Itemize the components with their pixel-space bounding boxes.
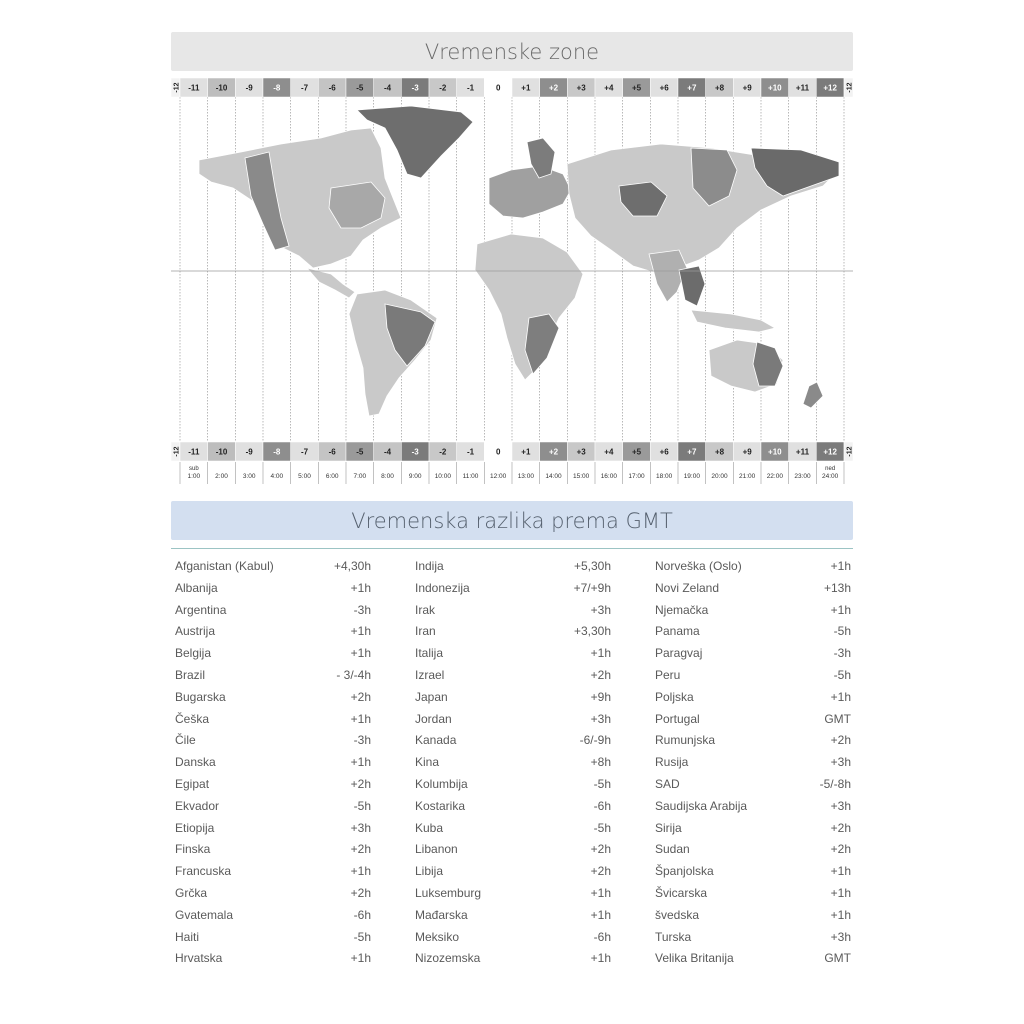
country-name: Čile <box>175 733 196 748</box>
country-row <box>175 927 371 949</box>
country-name: Kostarika <box>415 798 466 813</box>
country-name: Mađarska <box>415 907 468 922</box>
country-row <box>655 643 851 665</box>
country-name: Iran <box>415 624 436 639</box>
time-label: 23:00 <box>794 473 811 480</box>
gmt-offset: +3h <box>590 602 611 617</box>
gmt-offset: +1h <box>350 646 371 661</box>
country-name: Indonezija <box>415 580 470 595</box>
gmt-offset: -3h <box>353 602 371 617</box>
country-row <box>655 600 851 622</box>
gmt-column-2 <box>415 556 611 970</box>
zone-bottom-label: +5 <box>631 447 642 457</box>
gmt-offset: -5h <box>593 820 611 835</box>
time-label: 9:00 <box>408 473 422 480</box>
gmt-column-3 <box>655 556 851 970</box>
zone-bottom-label: +11 <box>795 447 810 457</box>
time-label: 20:00 <box>711 473 728 480</box>
country-name: Gvatemala <box>175 907 234 922</box>
gmt-offset: -3h <box>833 646 851 661</box>
country-name: Kuba <box>415 820 444 835</box>
country-name: Irak <box>415 602 436 617</box>
time-label: 8:00 <box>381 473 394 480</box>
gmt-offset: GMT <box>824 711 851 726</box>
zone-top-label: -5 <box>356 83 364 93</box>
country-name: Austrija <box>175 624 216 639</box>
gmt-offset: -3h <box>353 733 371 748</box>
gmt-offset: +1h <box>590 646 611 661</box>
country-row <box>175 796 371 818</box>
zone-bottom-label: +10 <box>768 447 782 457</box>
country-row <box>175 839 371 861</box>
country-row <box>415 774 611 796</box>
time-label: 4:00 <box>270 473 284 480</box>
zone-top-label: +9 <box>742 83 752 93</box>
country-row <box>655 578 851 600</box>
country-name: Libanon <box>415 842 458 857</box>
zone-bottom-label: +7 <box>687 447 697 457</box>
zone-top-label: -1 <box>466 83 475 93</box>
new-zealand-shape <box>803 382 823 408</box>
zone-top-label: +2 <box>548 83 559 93</box>
gmt-offset: -5h <box>353 798 371 813</box>
country-row <box>175 709 371 731</box>
country-name: Albanija <box>175 580 218 595</box>
zone-bottom-label: -12 <box>173 446 181 457</box>
country-row <box>655 948 851 970</box>
gmt-offset: -6h <box>353 907 371 922</box>
country-name: Argentina <box>175 602 227 617</box>
country-row <box>175 730 371 752</box>
country-row <box>655 796 851 818</box>
time-label: 7:00 <box>353 473 367 480</box>
gmt-offset: - 3/-4h <box>336 667 371 682</box>
time-label: 17:00 <box>628 473 645 480</box>
gmt-offset: -6h <box>593 929 611 944</box>
gmt-offset: +2h <box>830 733 851 748</box>
country-name: Luksemburg <box>415 885 482 900</box>
gmt-offset: +13h <box>823 580 851 595</box>
zone-top-label: +3 <box>576 83 586 93</box>
country-name: Bugarska <box>175 689 226 704</box>
gmt-offset: +2h <box>350 885 371 900</box>
gmt-offset: +2h <box>590 842 611 857</box>
time-label: 14:00 <box>545 473 562 480</box>
zone-top-label: -3 <box>411 83 419 93</box>
country-row <box>655 752 851 774</box>
zone-bottom-label: -6 <box>328 447 336 457</box>
country-row <box>175 752 371 774</box>
zone-top-label: -12 <box>173 82 181 93</box>
country-row <box>415 905 611 927</box>
indonesia-shape <box>691 310 775 332</box>
country-name: Libija <box>415 864 444 879</box>
country-name: Kanada <box>415 733 457 748</box>
zone-top-label: +7 <box>687 83 697 93</box>
zone-top-label: -12 <box>846 82 853 93</box>
gmt-offset: -6/-9h <box>579 733 611 748</box>
gmt-offset: +1h <box>350 951 371 966</box>
country-row <box>415 839 611 861</box>
gmt-offset: +2h <box>830 820 851 835</box>
country-name: Peru <box>655 667 681 682</box>
country-name: Danska <box>175 755 216 770</box>
country-row <box>415 643 611 665</box>
gmt-offset: +4,30h <box>333 559 371 573</box>
gmt-offset: +3h <box>590 711 611 726</box>
country-row <box>415 687 611 709</box>
country-name: Jordan <box>415 711 452 726</box>
time-label: 19:00 <box>683 473 700 480</box>
country-row <box>655 774 851 796</box>
country-name: Nizozemska <box>415 951 481 966</box>
day-label: ned <box>825 466 836 472</box>
country-row <box>655 927 851 949</box>
country-row <box>655 665 851 687</box>
gmt-offset: -5h <box>833 624 851 639</box>
country-row <box>415 730 611 752</box>
country-name: Španjolska <box>655 864 714 879</box>
country-row <box>415 578 611 600</box>
country-name: Meksiko <box>415 929 460 944</box>
country-name: Sudan <box>655 842 690 857</box>
central-america-shape <box>307 268 355 298</box>
gmt-offset: +5,30h <box>573 559 611 573</box>
country-row <box>655 687 851 709</box>
zone-bottom-label: +3 <box>576 447 586 457</box>
country-row <box>415 796 611 818</box>
zone-bottom-label: +1 <box>521 447 531 457</box>
time-label: 3:00 <box>242 473 256 480</box>
time-label: 10:00 <box>434 473 451 480</box>
country-name: Indija <box>415 559 444 573</box>
country-row <box>415 556 611 578</box>
gmt-offset: -5/-8h <box>819 776 851 791</box>
zone-bottom-label: +6 <box>659 447 669 457</box>
country-row <box>175 621 371 643</box>
zone-bottom-label: +12 <box>823 447 837 457</box>
country-name: Egipat <box>175 776 210 791</box>
gmt-offset: +1h <box>350 580 371 595</box>
country-name: Grčka <box>175 885 208 900</box>
country-row <box>655 905 851 927</box>
time-label: 21:00 <box>739 473 756 480</box>
country-name: Sirija <box>655 820 682 835</box>
zone-top-label: -6 <box>328 83 336 93</box>
country-row <box>415 665 611 687</box>
time-label: 5:00 <box>298 473 311 480</box>
gmt-offset: +2h <box>350 689 371 704</box>
gmt-offset: +1h <box>590 907 611 922</box>
zone-bottom-label: -1 <box>466 447 475 457</box>
gmt-offset: +3,30h <box>573 624 611 639</box>
time-label: 24:00 <box>822 473 839 480</box>
zone-top-label: -7 <box>300 83 309 93</box>
country-name: Afganistan (Kabul) <box>175 559 274 573</box>
country-name: Saudijska Arabija <box>655 798 748 813</box>
gmt-offset: +3h <box>830 798 851 813</box>
country-row <box>175 905 371 927</box>
gmt-offset: -5h <box>593 776 611 791</box>
southeast-asia-dark-shape <box>679 266 705 306</box>
gmt-offset: +1h <box>350 711 371 726</box>
zone-top-label: +10 <box>768 83 782 93</box>
country-row <box>415 948 611 970</box>
country-row <box>175 643 371 665</box>
gmt-offset: +1h <box>830 907 851 922</box>
country-row <box>415 752 611 774</box>
zone-top-label: -8 <box>273 83 281 93</box>
zone-top-label: +1 <box>521 83 531 93</box>
gmt-offset: +7/+9h <box>573 580 611 595</box>
zone-bottom-label: -5 <box>356 447 364 457</box>
zone-top-label: -2 <box>439 83 447 93</box>
zone-top-label: -4 <box>383 83 392 93</box>
zone-bottom-label: -2 <box>439 447 447 457</box>
country-name: Švicarska <box>655 885 708 900</box>
gmt-offset: +9h <box>590 689 611 704</box>
zone-top-label: +5 <box>631 83 642 93</box>
time-label: 15:00 <box>573 473 590 480</box>
time-label: 6:00 <box>325 473 339 480</box>
zone-bottom-label: -11 <box>188 447 200 457</box>
zone-bottom-label: -7 <box>300 447 309 457</box>
time-label: 11:00 <box>462 473 479 480</box>
country-name: Kina <box>415 755 440 770</box>
country-row <box>175 883 371 905</box>
country-name: Haiti <box>175 929 200 944</box>
gmt-offset: +2h <box>590 864 611 879</box>
country-name: Etiopija <box>175 820 215 835</box>
country-row <box>175 556 371 578</box>
time-label: 18:00 <box>656 473 673 480</box>
gmt-offset: +1h <box>350 864 371 879</box>
country-row <box>655 556 851 578</box>
gmt-offset: +3h <box>830 755 851 770</box>
gmt-offset: +1h <box>590 885 611 900</box>
country-name: Panama <box>655 624 700 639</box>
country-name: Italija <box>415 646 444 661</box>
country-row <box>415 621 611 643</box>
zone-bottom-label: +4 <box>604 447 614 457</box>
country-name: Kolumbija <box>415 776 468 791</box>
country-name: Brazil <box>175 667 206 682</box>
gmt-offset: +2h <box>350 842 371 857</box>
zone-bottom-label: -10 <box>215 447 228 457</box>
gmt-offset: +1h <box>590 951 611 966</box>
world-time-zone-map <box>171 78 853 484</box>
country-name: Novi Zeland <box>655 580 720 595</box>
day-label: sub <box>188 466 199 472</box>
time-label: 2:00 <box>215 473 228 480</box>
zone-top-label: +11 <box>795 83 810 93</box>
country-name: Njemačka <box>655 602 709 617</box>
zone-top-label: +4 <box>604 83 614 93</box>
country-row <box>175 665 371 687</box>
country-row <box>655 621 851 643</box>
zone-bottom-label: +9 <box>742 447 752 457</box>
africa-east-dark-shape <box>525 314 559 374</box>
country-row <box>655 883 851 905</box>
gmt-offset: +1h <box>830 602 851 617</box>
time-label: 22:00 <box>766 473 783 480</box>
zone-top-label: +6 <box>659 83 669 93</box>
zone-top-label: +12 <box>823 83 837 93</box>
country-name: SAD <box>655 776 680 791</box>
country-name: Portugal <box>655 711 700 726</box>
country-name: Japan <box>415 689 448 704</box>
gmt-offset: GMT <box>824 951 851 966</box>
country-name: Izrael <box>415 667 445 682</box>
country-row <box>175 861 371 883</box>
zone-bottom-label: -8 <box>273 447 281 457</box>
gmt-offset: +8h <box>590 755 611 770</box>
time-label: 13:00 <box>517 473 534 480</box>
gmt-offset: +3h <box>350 820 371 835</box>
country-name: Turska <box>655 929 692 944</box>
country-row <box>415 883 611 905</box>
gmt-offset: +1h <box>830 689 851 704</box>
country-name: Hrvatska <box>175 951 223 966</box>
country-row <box>655 818 851 840</box>
zone-top-label: -11 <box>188 83 200 93</box>
zone-bottom-label: 0 <box>495 447 501 457</box>
zone-top-label: 0 <box>495 83 501 93</box>
country-row <box>415 927 611 949</box>
country-name: Norveška (Oslo) <box>655 559 742 573</box>
time-label: 16:00 <box>600 473 617 480</box>
zone-bottom-label: +2 <box>548 447 559 457</box>
continents <box>199 106 839 416</box>
gmt-section-title: Vremenska razlika prema GMT <box>171 501 853 540</box>
time-label: 1:00 <box>187 473 201 480</box>
country-name: Poljska <box>655 689 694 704</box>
zone-bottom-label: -4 <box>383 447 392 457</box>
zone-bottom-label: +8 <box>714 447 725 457</box>
country-row <box>175 578 371 600</box>
country-row <box>175 600 371 622</box>
gmt-offset: -5h <box>833 667 851 682</box>
country-name: Rumunjska <box>655 733 716 748</box>
country-name: Velika Britanija <box>655 951 734 966</box>
country-row <box>415 861 611 883</box>
gmt-offset: +2h <box>350 776 371 791</box>
country-row <box>175 687 371 709</box>
gmt-column-1 <box>175 556 371 970</box>
country-row <box>175 818 371 840</box>
country-name: Belgija <box>175 646 212 661</box>
gmt-offset: +1h <box>830 864 851 879</box>
country-row <box>415 818 611 840</box>
country-name: Češka <box>175 711 210 726</box>
europe-shape <box>489 166 571 218</box>
country-name: Rusija <box>655 755 689 770</box>
zone-bottom-label: -3 <box>411 447 419 457</box>
gmt-offset: +2h <box>830 842 851 857</box>
country-row <box>175 774 371 796</box>
country-name: Ekvador <box>175 798 220 813</box>
gmt-offset: +2h <box>590 667 611 682</box>
country-row <box>415 600 611 622</box>
gmt-offset: +1h <box>830 559 851 573</box>
zone-bottom-label: -12 <box>846 446 853 457</box>
country-name: Finska <box>175 842 211 857</box>
gmt-offset: +1h <box>350 755 371 770</box>
gmt-offset: +1h <box>350 624 371 639</box>
country-row <box>415 709 611 731</box>
gmt-offset: -5h <box>353 929 371 944</box>
country-row <box>655 861 851 883</box>
gmt-offset: -6h <box>593 798 611 813</box>
zone-top-label: -10 <box>215 83 228 93</box>
gmt-offset: +1h <box>830 885 851 900</box>
country-name: švedska <box>655 907 700 922</box>
gmt-offset: +3h <box>830 929 851 944</box>
time-label: 12:00 <box>490 473 507 480</box>
country-row <box>655 839 851 861</box>
page-title: Vremenske zone <box>171 32 853 71</box>
zone-bottom-label: -9 <box>245 447 253 457</box>
section-divider <box>171 548 853 549</box>
country-row <box>175 948 371 970</box>
country-name: Francuska <box>175 864 232 879</box>
zone-top-label: -9 <box>245 83 253 93</box>
zone-top-label: +8 <box>714 83 725 93</box>
country-name: Paragvaj <box>655 646 703 661</box>
country-row <box>655 730 851 752</box>
country-row <box>655 709 851 731</box>
